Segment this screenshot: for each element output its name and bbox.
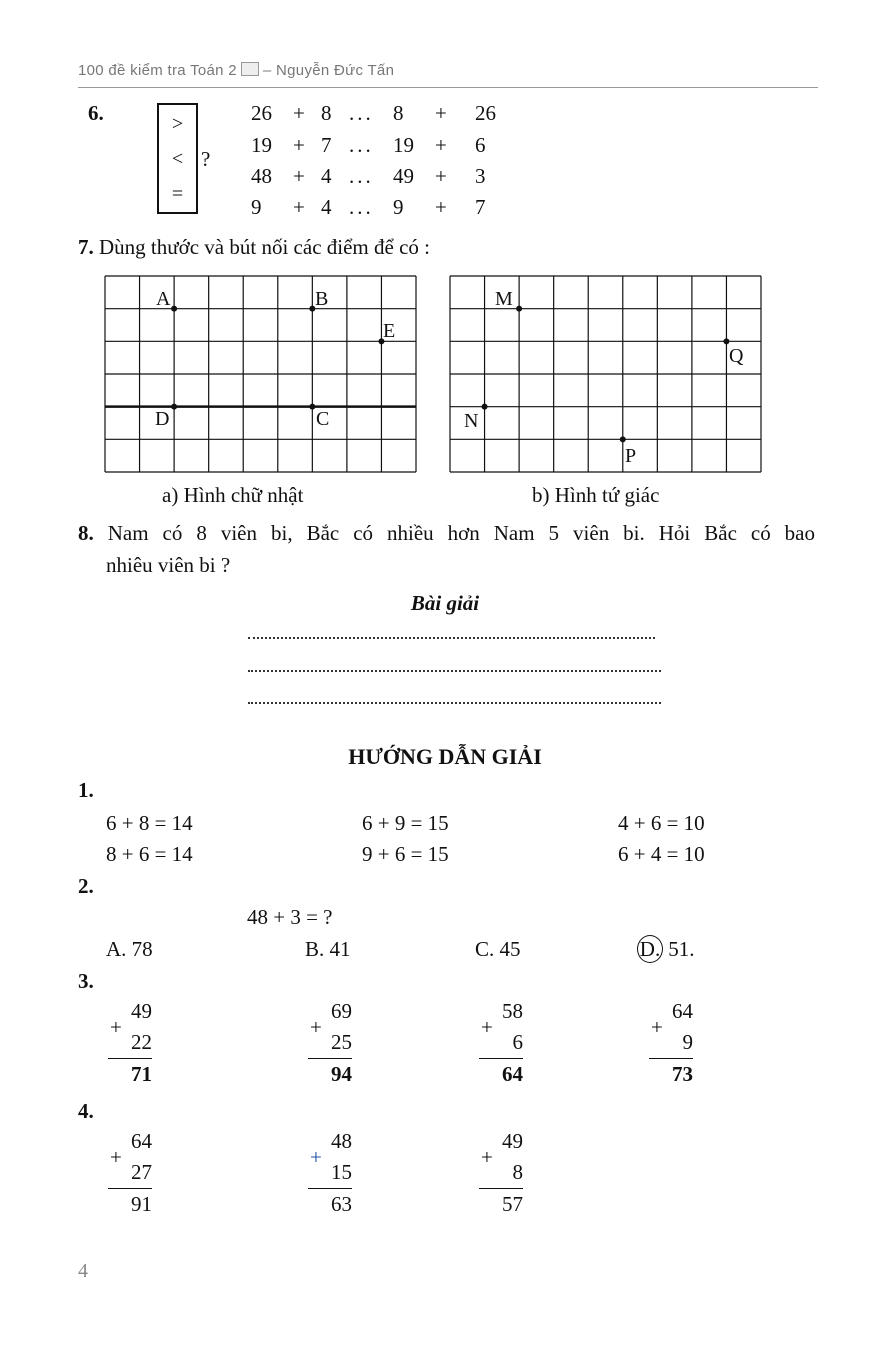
addend: 64 xyxy=(672,999,693,1023)
q6-cell: 6 xyxy=(475,133,486,157)
addend: 22 xyxy=(131,1030,152,1054)
q8-line1: 8. Nam có 8 viên bi, Bắc có nhiều hơn Nam 5 viên bi. Hỏi Bắc có bao xyxy=(78,521,816,545)
a2-option-d-selected: D. 51. xyxy=(640,935,695,963)
a2-option-a: A. 78 xyxy=(106,937,153,961)
q6-cell: ... xyxy=(349,133,374,157)
a1-eq: 6 + 8 = 14 xyxy=(106,811,193,835)
q6-cell: + xyxy=(293,195,305,219)
a2-number: 2. xyxy=(78,874,94,898)
point-dot xyxy=(516,306,522,312)
caption-b: b) Hình tứ giác xyxy=(532,483,660,507)
sum-result: 94 xyxy=(308,1058,352,1090)
a3-number: 3. xyxy=(78,969,94,993)
a2-option-c: C. 45 xyxy=(475,937,521,961)
addend: 25 xyxy=(331,1030,352,1054)
symbol-equal: = xyxy=(171,183,184,205)
sum-result: 71 xyxy=(108,1058,152,1090)
q6-cell: 48 xyxy=(251,164,272,188)
plus-sign: + xyxy=(651,1015,663,1039)
q6-number: 6. xyxy=(88,101,104,125)
q6-cell: 3 xyxy=(475,164,486,188)
q6-cell: + xyxy=(435,133,447,157)
q6-cell: 9 xyxy=(393,195,404,219)
plus-sign: + xyxy=(310,1015,322,1039)
q6-cell: 4 xyxy=(321,164,332,188)
sum-result: 64 xyxy=(479,1058,523,1090)
q6-cell: 49 xyxy=(393,164,414,188)
q6-cell: 19 xyxy=(393,133,414,157)
column-addition xyxy=(108,996,152,1090)
addend: 49 xyxy=(131,999,152,1023)
q6-cell: + xyxy=(435,164,447,188)
q6-cell: ... xyxy=(349,101,374,125)
column-addition xyxy=(308,996,352,1090)
answers-title: HƯỚNG DẪN GIẢI xyxy=(348,744,542,769)
point-label: D xyxy=(155,408,170,430)
question-mark: ? xyxy=(201,147,211,171)
column-addition xyxy=(308,1126,352,1220)
a1-number: 1. xyxy=(78,778,94,802)
q8-line2: nhiêu viên bi ? xyxy=(106,553,231,577)
addend: 27 xyxy=(131,1160,152,1184)
answer-line xyxy=(248,702,661,704)
addend: 9 xyxy=(682,1030,693,1054)
addend: 15 xyxy=(331,1160,352,1184)
page-number: 4 xyxy=(78,1260,88,1282)
addend: 48 xyxy=(331,1129,352,1153)
point-label: N xyxy=(464,410,479,432)
addend: 8 xyxy=(512,1160,523,1184)
point-dot xyxy=(171,404,177,410)
a1-eq: 8 + 6 = 14 xyxy=(106,842,193,866)
a1-eq: 9 + 6 = 15 xyxy=(362,842,449,866)
q6-cell: ... xyxy=(349,195,374,219)
point-label: E xyxy=(383,320,396,342)
q6-cell: + xyxy=(293,133,305,157)
q6-cell: 7 xyxy=(321,133,332,157)
sum-result: 63 xyxy=(308,1188,352,1220)
point-dot xyxy=(309,404,315,410)
point-label: C xyxy=(316,408,330,430)
a1-eq: 6 + 4 = 10 xyxy=(618,842,705,866)
plus-sign: + xyxy=(481,1145,493,1169)
q7-prompt: 7. Dùng thước và bút nối các điểm để có : xyxy=(78,235,430,259)
point-dot xyxy=(620,436,626,442)
column-addition xyxy=(479,1126,523,1220)
addend: 49 xyxy=(502,1129,523,1153)
sum-result: 57 xyxy=(479,1188,523,1220)
plus-sign: + xyxy=(481,1015,493,1039)
q6-cell: 8 xyxy=(393,101,404,125)
symbol-less: < xyxy=(171,148,184,170)
addend: 58 xyxy=(502,999,523,1023)
caption-a: a) Hình chữ nhật xyxy=(162,483,304,507)
q6-cell: 9 xyxy=(251,195,262,219)
q6-cell: ... xyxy=(349,164,374,188)
book-author: – Nguyễn Đức Tấn xyxy=(262,62,395,79)
a1-eq: 4 + 6 = 10 xyxy=(618,811,705,835)
q6-cell: 26 xyxy=(475,101,496,125)
q6-cell: 4 xyxy=(321,195,332,219)
addend: 69 xyxy=(331,999,352,1023)
sum-result: 91 xyxy=(108,1188,152,1220)
column-addition xyxy=(108,1126,152,1220)
point-label: M xyxy=(495,288,513,310)
plus-sign: + xyxy=(110,1145,122,1169)
q6-cell: + xyxy=(293,164,305,188)
addend: 64 xyxy=(131,1129,152,1153)
book-title: 100 đề kiểm tra Toán 2 xyxy=(78,62,237,79)
a1-eq: 6 + 9 = 15 xyxy=(362,811,449,835)
grid-rectangle xyxy=(105,276,416,472)
q6-cell: + xyxy=(435,101,447,125)
addend: 6 xyxy=(512,1030,523,1054)
q6-cell: + xyxy=(293,101,305,125)
a2-question: 48 + 3 = ? xyxy=(247,905,333,929)
dot-grids xyxy=(0,0,896,520)
q6-cell: 26 xyxy=(251,101,272,125)
plus-sign: + xyxy=(110,1015,122,1039)
plus-sign: + xyxy=(310,1145,322,1169)
circled-answer: D. xyxy=(637,935,663,963)
q6-cell: 7 xyxy=(475,195,486,219)
q6-cell: + xyxy=(435,195,447,219)
point-dot xyxy=(171,306,177,312)
point-label: B xyxy=(315,288,329,310)
solution-label: Bài giải xyxy=(410,591,480,615)
point-label: A xyxy=(156,288,171,310)
a4-number: 4. xyxy=(78,1099,94,1123)
column-addition xyxy=(479,996,523,1090)
sum-result: 73 xyxy=(649,1058,693,1090)
answer-line xyxy=(248,670,661,672)
symbol-greater: > xyxy=(171,113,184,135)
q6-cell: 8 xyxy=(321,101,332,125)
column-addition xyxy=(649,996,693,1090)
q6-cell: 19 xyxy=(251,133,272,157)
point-label: P xyxy=(625,445,637,467)
a2-option-b: B. 41 xyxy=(305,937,351,961)
answer-line xyxy=(248,637,655,639)
point-dot xyxy=(482,404,488,410)
point-label: Q xyxy=(729,345,744,367)
